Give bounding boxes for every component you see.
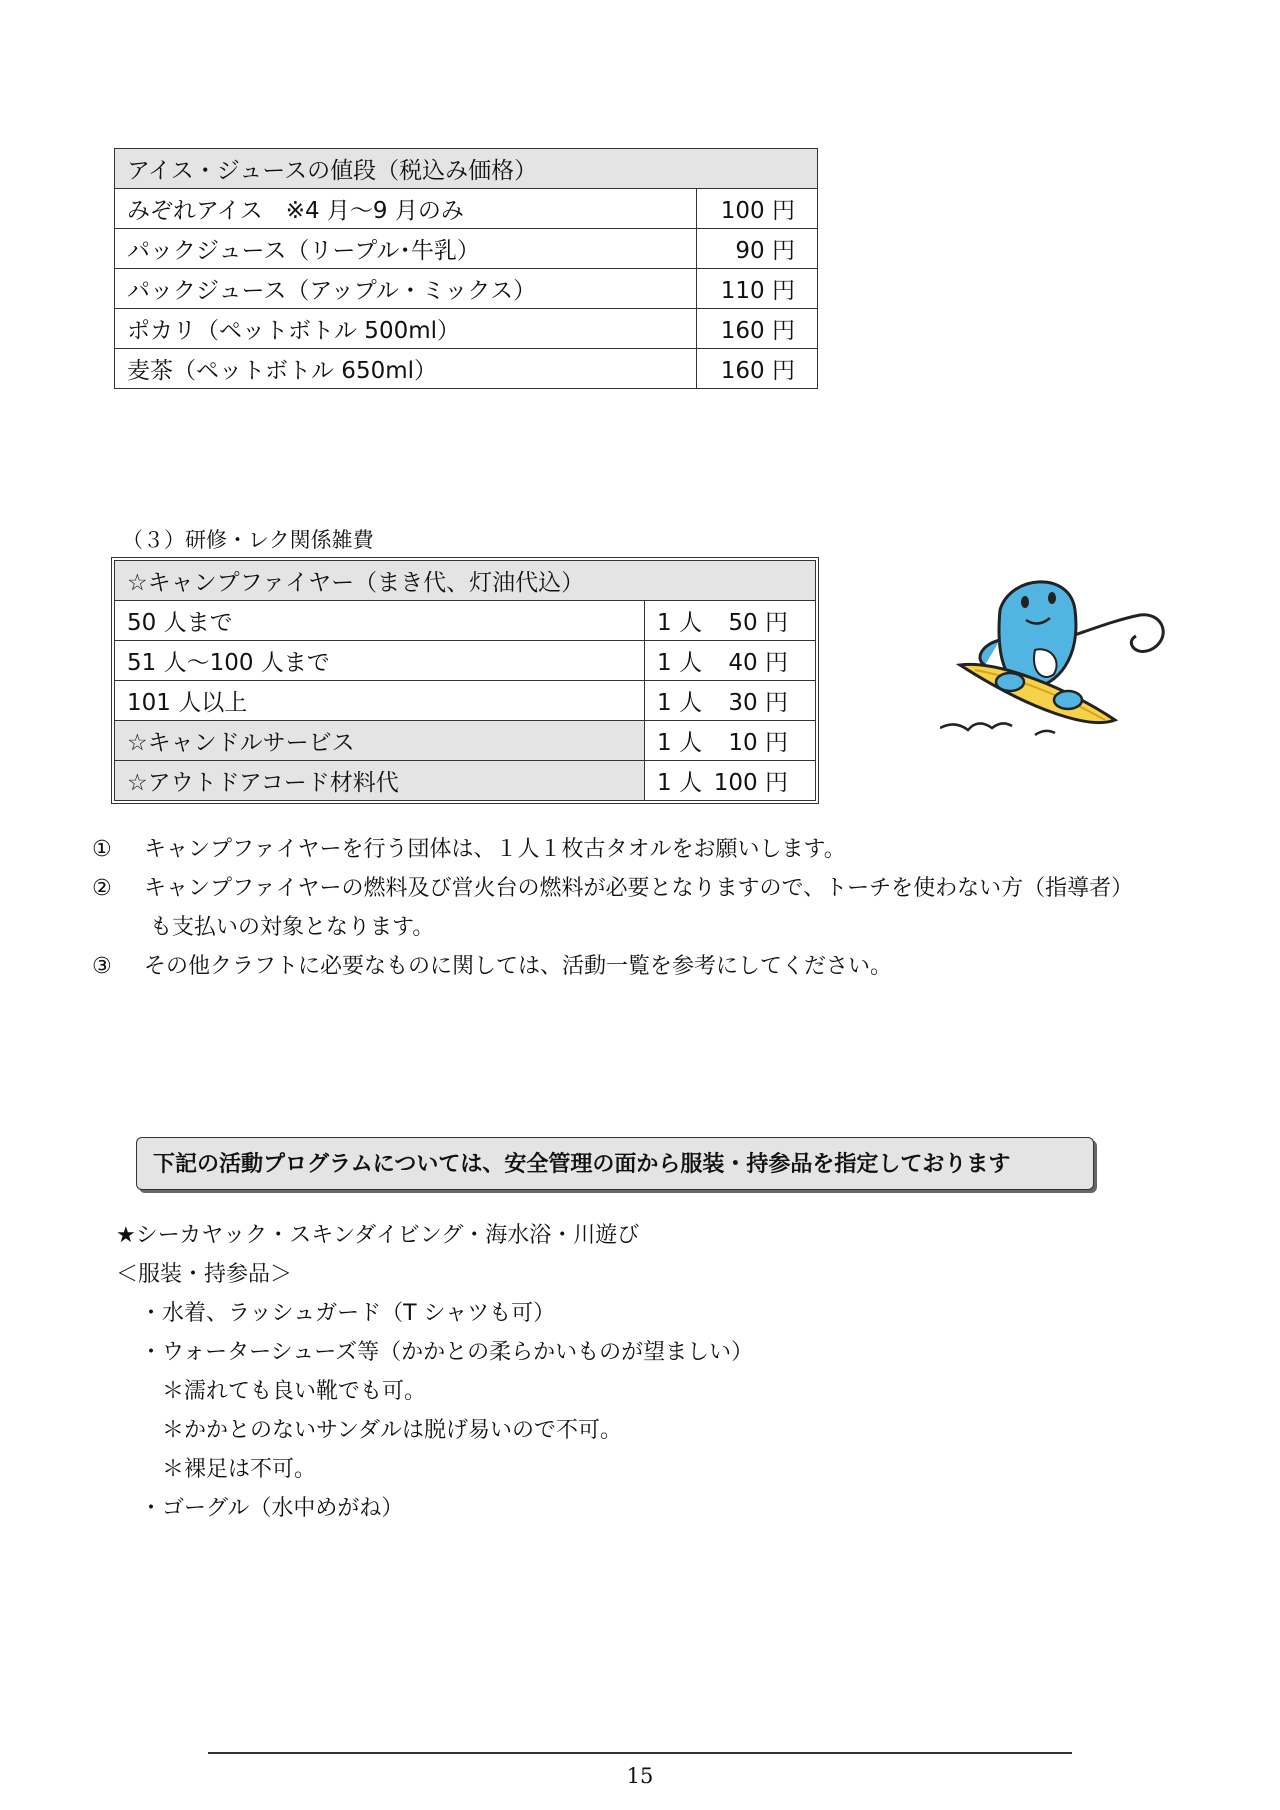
mascot-surfer-illustration	[940, 570, 1180, 750]
table-header: ☆キャンプファイヤー（まき代、灯油代込）	[115, 561, 816, 601]
activity-subtitle: ＜服装・持参品＞	[116, 1262, 293, 1287]
activity-title: ★シーカヤック・スキンダイビング・海水浴・川遊び	[116, 1223, 640, 1248]
notice-box: 下記の活動プログラムについては、安全管理の面から服装・持参品を指定しております	[136, 1137, 1094, 1190]
list-item: ＊裸足は不可。	[162, 1457, 317, 1482]
section-title: （３）研修・レク関係雑費	[122, 528, 374, 552]
list-item: ・ウォーターシューズ等（かかとの柔らかいものが望ましい）	[140, 1340, 754, 1365]
price-table-drinks	[114, 148, 818, 389]
activity-dress-list	[116, 1216, 753, 1528]
table-row: 50 人まで 1 人 50 円	[115, 601, 816, 641]
footer-divider	[208, 1752, 1072, 1754]
table-header: アイス・ジュースの値段（税込み価格）	[115, 149, 818, 189]
list-item: ① キャンプファイヤーを行う団体は、１人１枚古タオルをお願いします。	[92, 837, 846, 862]
table-row: ☆キャンドルサービス 1 人 10 円	[115, 721, 816, 761]
table-row: パックジュース（リープル･牛乳） 90 円	[115, 229, 818, 269]
page-number: 15	[626, 1764, 654, 1788]
notes-list	[92, 830, 1202, 986]
table-row: ☆アウトドアコード材料代 1 人 100 円	[115, 761, 816, 801]
list-item: ＊かかとのないサンダルは脱げ易いので不可。	[162, 1418, 623, 1443]
list-item: ・水着、ラッシュガード（T シャツも可）	[140, 1301, 556, 1326]
list-item: ③ その他クラフトに必要なものに関しては、活動一覧を参考にしてください。	[92, 954, 893, 979]
table-row: 101 人以上 1 人 30 円	[115, 681, 816, 721]
table-row: みぞれアイス ※4 月〜9 月のみ 100 円	[115, 189, 818, 229]
table-row: 51 人〜100 人まで 1 人 40 円	[115, 641, 816, 681]
table-row: ポカリ（ペットボトル 500ml） 160 円	[115, 309, 818, 349]
list-item: ＊濡れても良い靴でも可。	[162, 1379, 427, 1404]
list-item: ② キャンプファイヤーの燃料及び営火台の燃料が必要となりますので、トーチを使わない方（指導者）	[92, 876, 1134, 901]
list-item-continuation: も支払いの対象となります。	[150, 915, 435, 940]
table-row: 麦茶（ペットボトル 650ml） 160 円	[115, 349, 818, 389]
fee-table-recreation	[114, 560, 816, 801]
list-item: ・ゴーグル（水中めがね）	[140, 1496, 404, 1521]
table-row: パックジュース（アップル・ミックス） 110 円	[115, 269, 818, 309]
